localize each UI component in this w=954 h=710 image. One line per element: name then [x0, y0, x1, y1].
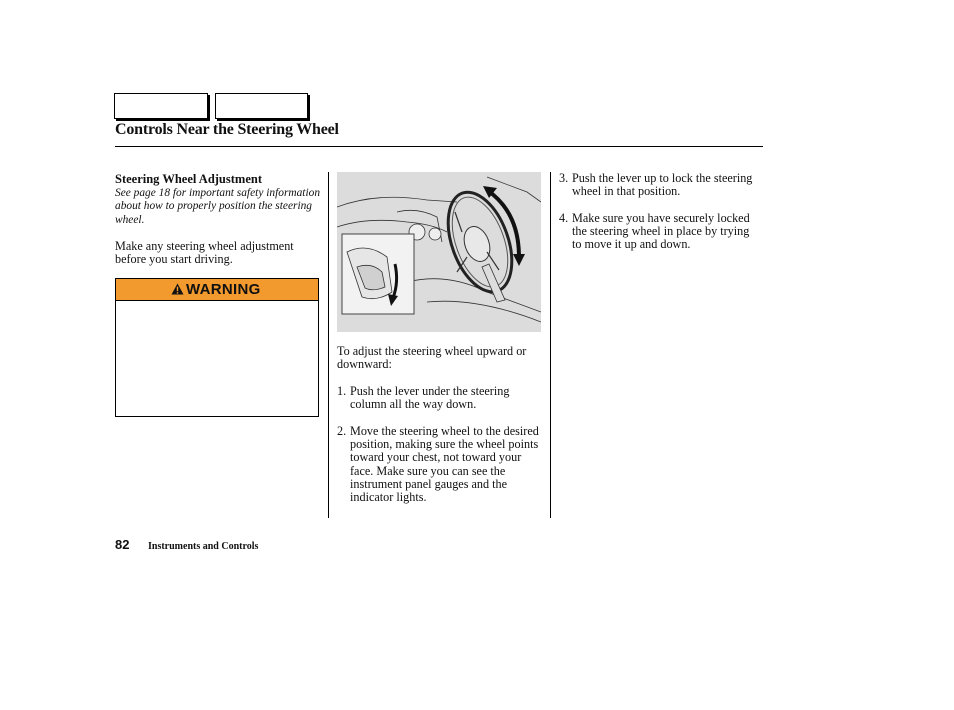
column-divider-right [550, 172, 551, 518]
step-text: Push the lever under the steering column all the way down. [350, 383, 510, 412]
adjust-intro: To adjust the steering wheel upward or downward: [337, 344, 527, 372]
step-number: 3. [559, 171, 569, 185]
middle-column [337, 345, 547, 505]
step-item [337, 425, 547, 505]
right-column [559, 172, 761, 252]
nav-tab-next[interactable] [215, 93, 308, 119]
title-rule [115, 146, 763, 147]
warning-box [115, 278, 319, 417]
step-item [559, 172, 761, 199]
reference-note: See page 18 for important safety information about how to properly position the steering wheel. [115, 187, 321, 226]
warning-label: WARNING [186, 281, 261, 298]
step-text: Make sure you have securely locked the steering wheel in place by trying to move it up and down. [572, 210, 750, 252]
step-item [337, 385, 547, 412]
left-column [115, 172, 320, 266]
section-heading: Steering Wheel Adjustment [115, 172, 262, 186]
step-item [559, 212, 761, 252]
step-text: Push the lever up to lock the steering wheel in that position. [572, 171, 753, 199]
footer-section-title: Instruments and Controls [148, 541, 259, 552]
warning-header [116, 279, 318, 301]
page-title: Controls Near the Steering Wheel [115, 121, 339, 138]
intro-text: Make any steering wheel adjustment before you start driving. [115, 238, 294, 267]
step-text: Move the steering wheel to the desired position, making sure the wheel points toward your chest, not toward your face. Make sure you can see the instrument panel gauges and the indicator lights. [350, 423, 539, 505]
step-number: 1. [337, 383, 347, 398]
page-number: 82 [115, 537, 130, 552]
steering-wheel-illustration [337, 172, 541, 332]
steering-wheel-adjustment-illustration-icon [337, 172, 541, 332]
nav-tab-previous[interactable] [114, 93, 208, 119]
step-number: 4. [559, 210, 569, 225]
column-divider-left [328, 172, 329, 518]
warning-triangle-icon [171, 283, 184, 295]
step-number: 2. [337, 423, 347, 438]
